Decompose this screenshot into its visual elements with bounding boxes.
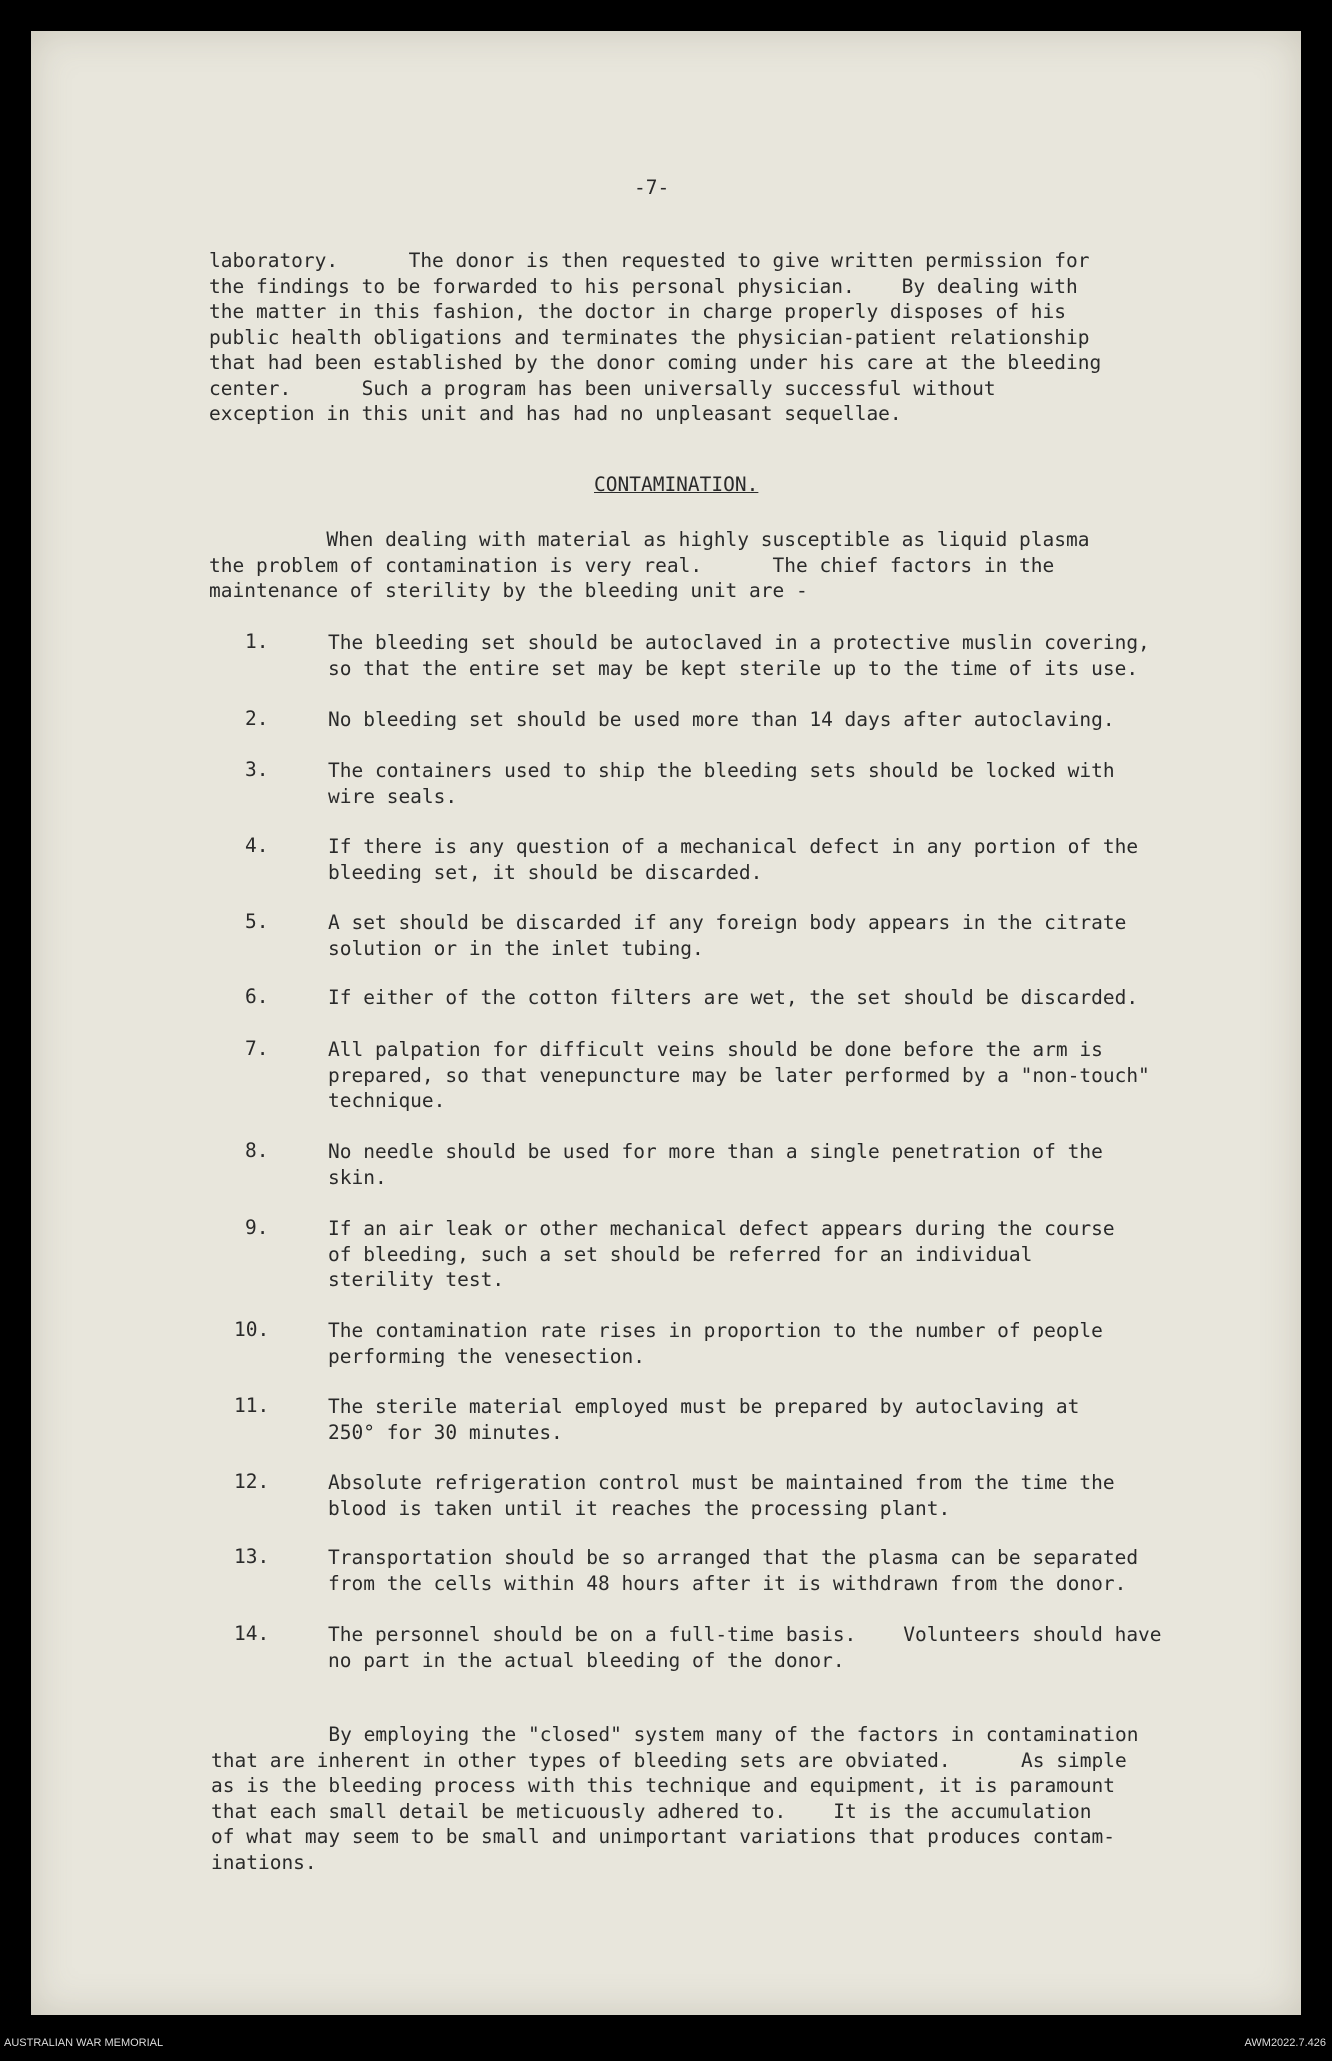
list-item-number: 2.: [245, 707, 269, 730]
list-item-text: All palpation for difficult veins should be done before the arm is prepared, so that venepuncture may be later performed by a "non-touch" technique.: [328, 1038, 1150, 1112]
footer-right: AWM2022.7.426: [1244, 2037, 1326, 2049]
list-item-number: 14.: [234, 1622, 270, 1645]
list-item-text: No bleeding set should be used more than 14 days after autoclaving.: [328, 708, 1115, 731]
list-item-number: 11.: [234, 1394, 270, 1417]
list-item-number: 1.: [245, 630, 269, 653]
section-heading: CONTAMINATION.: [594, 473, 759, 496]
list-item-text: The bleeding set should be autoclaved in a protective muslin covering, so that the entire set may be kept sterile up to the time of its use.: [328, 631, 1150, 680]
list-item-text: Absolute refrigeration control must be maintained from the time the blood is taken until it reaches the processing plant.: [328, 1471, 1115, 1520]
list-item-text: If an air leak or other mechanical defect appears during the course of bleeding, such a set should be referred for an individual sterility test.: [328, 1217, 1115, 1291]
list-item-number: 7.: [245, 1037, 269, 1060]
list-item-number: 10.: [234, 1318, 270, 1341]
list-item-text: If either of the cotton filters are wet, the set should be discarded.: [328, 986, 1139, 1009]
list-item-number: 3.: [245, 758, 269, 781]
page-number: -7-: [634, 176, 670, 199]
list-item-text: A set should be discarded if any foreign body appears in the citrate solution or in the inlet tubing.: [328, 911, 1127, 960]
list-item-text: The contamination rate rises in proportion to the number of people performing the venesection.: [328, 1319, 1103, 1368]
list-item-text: The containers used to ship the bleeding sets should be locked with wire seals.: [328, 759, 1115, 808]
list-item-number: 8.: [245, 1139, 269, 1162]
list-item-text: Transportation should be so arranged that the plasma can be separated from the cells within 48 hours after it is withdrawn from the donor.: [328, 1546, 1139, 1595]
list-item-text: The sterile material employed must be prepared by autoclaving at 250° for 30 minutes.: [328, 1395, 1080, 1444]
list-item-text: If there is any question of a mechanical defect in any portion of the bleeding set, it should be discarded.: [328, 835, 1139, 884]
lead-paragraph: When dealing with material as highly susceptible as liquid plasma the problem of contamination is very real. The chief factors in the maintenance of sterility by the bleeding unit are -: [209, 528, 1090, 602]
footer-left: AUSTRALIAN WAR MEMORIAL: [4, 2037, 164, 2049]
list-item-text: No needle should be used for more than a single penetration of the skin.: [328, 1140, 1103, 1189]
intro-paragraph: laboratory. The donor is then requested to give written permission for the findings to be forwarded to his personal physician. By dealing with the matter in this fashion, the doctor in charge properly disposes of his public health obligations and terminates the physician-patient relationship that had been established by the donor coming under his care at the bleeding center. Such a program has been universally successful without exception in this unit and has had no unpleasant sequellae.: [209, 249, 1102, 425]
list-item-number: 12.: [234, 1470, 270, 1493]
list-item-number: 9.: [245, 1216, 269, 1239]
list-item-number: 4.: [245, 834, 269, 857]
list-item-number: 6.: [245, 985, 269, 1008]
list-item-number: 13.: [234, 1545, 270, 1568]
closing-paragraph: By employing the "closed" system many of the factors in contamination that are inherent in other types of bleeding sets are obviated. As simple as is the bleeding process with this technique and equipment, it is paramount that each small detail be meticuously adhered to. It is the accumulation of what may seem to be small and unimportant variations that produces contam- inations.: [211, 1723, 1139, 1874]
list-item-text: The personnel should be on a full-time basis. Volunteers should have no part in the actual bleeding of the donor.: [328, 1623, 1162, 1672]
list-item-number: 5.: [245, 910, 269, 933]
